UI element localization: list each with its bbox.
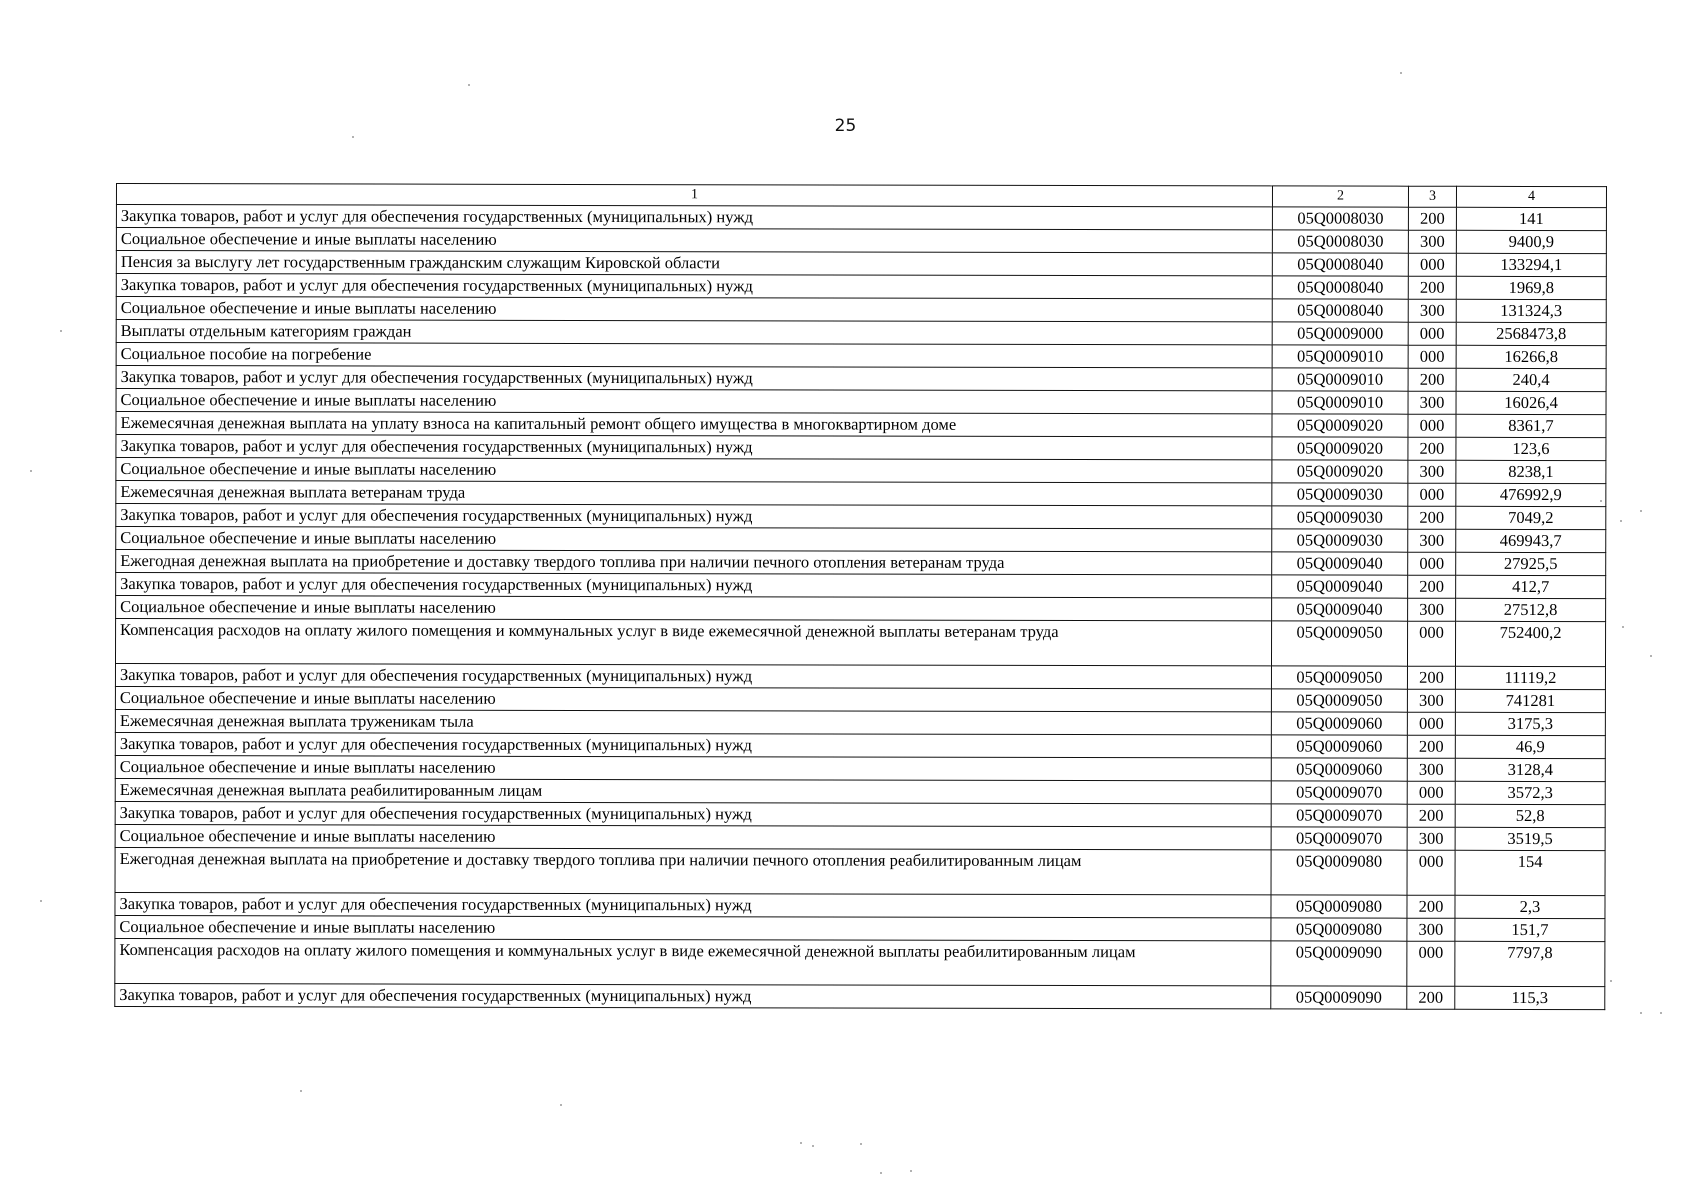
row-amount-cell: 7049,2	[1456, 506, 1606, 529]
row-name-cell: Ежемесячная денежная выплата ветеранам труда	[116, 481, 1272, 506]
row-name-cell: Закупка товаров, работ и услуг для обеспечения государственных (муниципальных) нужд	[115, 892, 1271, 917]
table-row	[115, 801, 1605, 827]
row-name-cell: Ежемесячная денежная выплата на уплату взноса на капитальный ремонт общего имущества в многоквартирном доме	[116, 412, 1272, 437]
budget-table-container	[116, 183, 1607, 1007]
header-cell-name: 1	[116, 184, 1272, 207]
row-name-cell: Социальное обеспечение и иные выплаты населению	[116, 596, 1272, 621]
row-amount-cell: 9400,9	[1456, 230, 1606, 253]
table-row	[115, 915, 1605, 941]
row-name-cell: Закупка товаров, работ и услуг для обеспечения государственных (муниципальных) нужд	[115, 664, 1271, 689]
table-row	[116, 458, 1606, 484]
row-code-cell: 05Q0009090	[1271, 941, 1407, 986]
table-row	[116, 205, 1606, 231]
row-amount-cell: 752400,2	[1455, 621, 1605, 666]
row-code-cell: 05Q0008040	[1272, 253, 1408, 276]
row-name-cell: Социальное обеспечение и иные выплаты населению	[116, 228, 1272, 253]
row-name-cell: Компенсация расходов на оплату жилого помещения и коммунальных услуг в виде ежемесячной денежной выплаты реабилитированным лицам	[115, 938, 1271, 985]
scan-speck	[30, 470, 32, 472]
row-type-cell: 300	[1408, 230, 1456, 253]
table-row	[115, 755, 1605, 781]
row-amount-cell: 3128,4	[1455, 758, 1605, 781]
row-code-cell: 05Q0009040	[1272, 598, 1408, 621]
row-amount-cell: 11119,2	[1455, 666, 1605, 689]
row-name-cell: Закупка товаров, работ и услуг для обеспечения государственных (муниципальных) нужд	[116, 366, 1272, 391]
row-amount-cell: 469943,7	[1456, 529, 1606, 552]
row-amount-cell: 2568473,8	[1456, 322, 1606, 345]
table-row	[115, 686, 1605, 712]
row-type-cell: 300	[1408, 598, 1456, 621]
row-name-cell: Ежемесячная денежная выплата труженикам тыла	[115, 709, 1271, 734]
scan-speck	[1650, 655, 1652, 657]
row-amount-cell: 115,3	[1455, 986, 1605, 1009]
scan-speck	[1620, 520, 1622, 522]
row-code-cell: 05Q0009020	[1272, 460, 1408, 483]
row-amount-cell: 131324,3	[1456, 299, 1606, 322]
table-row	[115, 983, 1605, 1009]
table-row	[115, 664, 1605, 690]
budget-table	[114, 183, 1607, 1010]
row-type-cell: 200	[1408, 368, 1456, 391]
table-row	[115, 824, 1605, 850]
row-type-cell: 000	[1407, 781, 1455, 804]
row-amount-cell: 154	[1455, 850, 1605, 895]
table-row	[116, 527, 1606, 553]
row-type-cell: 000	[1408, 253, 1456, 276]
row-amount-cell: 27925,5	[1456, 552, 1606, 575]
row-code-cell: 05Q0008030	[1272, 230, 1408, 253]
row-type-cell: 200	[1408, 276, 1456, 299]
scan-speck	[60, 330, 62, 332]
row-name-cell: Закупка товаров, работ и услуг для обеспечения государственных (муниципальных) нужд	[116, 435, 1272, 460]
row-code-cell: 05Q0008040	[1272, 276, 1408, 299]
row-name-cell: Социальное обеспечение и иные выплаты населению	[115, 915, 1271, 940]
row-type-cell: 200	[1408, 207, 1456, 230]
row-type-cell: 200	[1407, 735, 1455, 758]
row-name-cell: Закупка товаров, работ и услуг для обеспечения государственных (муниципальных) нужд	[116, 274, 1272, 299]
row-type-cell: 200	[1407, 666, 1455, 689]
header-cell-code: 2	[1272, 186, 1408, 207]
row-amount-cell: 27512,8	[1456, 598, 1606, 621]
row-amount-cell: 123,6	[1456, 437, 1606, 460]
table-row	[116, 435, 1606, 461]
row-amount-cell: 3519,5	[1455, 827, 1605, 850]
row-name-cell: Компенсация расходов на оплату жилого помещения и коммунальных услуг в виде ежемесячной денежной выплаты ветеранам труда	[115, 619, 1271, 666]
table-row	[116, 596, 1606, 622]
table-row	[116, 251, 1606, 277]
row-type-cell: 300	[1408, 460, 1456, 483]
header-cell-type: 3	[1408, 186, 1456, 207]
scan-speck	[1610, 980, 1612, 982]
row-type-cell: 300	[1407, 918, 1455, 941]
row-name-cell: Ежегодная денежная выплата на приобретение и доставку твердого топлива при наличии печного отопления ветеранам труда	[116, 550, 1272, 575]
scan-speck	[800, 1142, 802, 1144]
scan-speck	[880, 1172, 882, 1174]
row-type-cell: 000	[1408, 322, 1456, 345]
table-row	[115, 709, 1605, 735]
table-row	[116, 389, 1606, 415]
row-name-cell: Социальное обеспечение и иные выплаты населению	[116, 458, 1272, 483]
row-amount-cell: 476992,9	[1456, 483, 1606, 506]
row-code-cell: 05Q0009020	[1272, 437, 1408, 460]
table-row	[115, 619, 1605, 667]
row-amount-cell: 1969,8	[1456, 276, 1606, 299]
row-code-cell: 05Q0009060	[1271, 735, 1407, 758]
row-amount-cell: 46,9	[1455, 735, 1605, 758]
row-type-cell: 200	[1408, 506, 1456, 529]
table-body	[115, 184, 1607, 1010]
scan-speck	[910, 1170, 912, 1172]
scan-speck	[1660, 1012, 1662, 1014]
row-type-cell: 200	[1407, 895, 1455, 918]
row-type-cell: 200	[1407, 804, 1455, 827]
row-name-cell: Закупка товаров, работ и услуг для обеспечения государственных (муниципальных) нужд	[115, 983, 1271, 1008]
table-row	[116, 343, 1606, 369]
row-amount-cell: 2,3	[1455, 895, 1605, 918]
row-code-cell: 05Q0009090	[1271, 986, 1407, 1009]
row-code-cell: 05Q0009060	[1271, 712, 1407, 735]
scan-speck	[1622, 626, 1624, 628]
row-name-cell: Социальное обеспечение и иные выплаты населению	[116, 389, 1272, 414]
row-code-cell: 05Q0009010	[1272, 391, 1408, 414]
row-amount-cell: 16266,8	[1456, 345, 1606, 368]
table-row	[115, 847, 1605, 895]
row-name-cell: Закупка товаров, работ и услуг для обеспечения государственных (муниципальных) нужд	[115, 801, 1271, 826]
row-type-cell: 000	[1407, 712, 1455, 735]
table-row	[116, 412, 1606, 438]
table-row	[116, 573, 1606, 599]
row-amount-cell: 8361,7	[1456, 414, 1606, 437]
scan-speck	[1640, 1012, 1642, 1014]
row-name-cell: Социальное обеспечение и иные выплаты населению	[115, 824, 1271, 849]
table-row	[116, 320, 1606, 346]
row-name-cell: Ежемесячная денежная выплата реабилитированным лицам	[115, 778, 1271, 803]
row-type-cell: 000	[1408, 552, 1456, 575]
table-row	[116, 366, 1606, 392]
row-amount-cell: 52,8	[1455, 804, 1605, 827]
row-amount-cell: 151,7	[1455, 918, 1605, 941]
row-code-cell: 05Q0009000	[1272, 322, 1408, 345]
row-amount-cell: 8238,1	[1456, 460, 1606, 483]
table-row	[116, 274, 1606, 300]
scan-speck	[40, 900, 42, 902]
row-amount-cell: 16026,4	[1456, 391, 1606, 414]
header-cell-amount: 4	[1456, 186, 1606, 207]
row-code-cell: 05Q0009070	[1271, 804, 1407, 827]
row-name-cell: Социальное обеспечение и иные выплаты населению	[115, 686, 1271, 711]
row-code-cell: 05Q0009050	[1271, 689, 1407, 712]
row-code-cell: 05Q0009080	[1271, 895, 1407, 918]
row-code-cell: 05Q0009010	[1272, 368, 1408, 391]
row-code-cell: 05Q0009050	[1271, 666, 1407, 689]
scan-speck	[1640, 510, 1642, 512]
row-type-cell: 000	[1407, 621, 1455, 666]
table-row	[116, 297, 1606, 323]
row-amount-cell: 240,4	[1456, 368, 1606, 391]
row-code-cell: 05Q0009040	[1272, 575, 1408, 598]
row-code-cell: 05Q0009060	[1271, 758, 1407, 781]
table-row	[116, 228, 1606, 254]
row-type-cell: 300	[1408, 299, 1456, 322]
row-type-cell: 000	[1408, 414, 1456, 437]
row-type-cell: 000	[1407, 941, 1455, 986]
row-code-cell: 05Q0009040	[1272, 552, 1408, 575]
row-code-cell: 05Q0009030	[1272, 506, 1408, 529]
row-type-cell: 000	[1407, 850, 1455, 895]
row-code-cell: 05Q0008040	[1272, 299, 1408, 322]
table-row	[115, 732, 1605, 758]
row-name-cell: Социальное обеспечение и иные выплаты населению	[115, 755, 1271, 780]
row-type-cell: 200	[1407, 986, 1455, 1009]
row-amount-cell: 741281	[1455, 689, 1605, 712]
row-code-cell: 05Q0009070	[1271, 827, 1407, 850]
scan-speck	[560, 1104, 562, 1106]
scan-speck	[812, 1145, 814, 1147]
row-code-cell: 05Q0009050	[1271, 621, 1407, 666]
row-name-cell: Закупка товаров, работ и услуг для обеспечения государственных (муниципальных) нужд	[115, 732, 1271, 757]
row-name-cell: Закупка товаров, работ и услуг для обеспечения государственных (муниципальных) нужд	[116, 573, 1272, 598]
row-type-cell: 000	[1408, 483, 1456, 506]
table-row	[115, 892, 1605, 918]
row-type-cell: 000	[1408, 345, 1456, 368]
table-row	[115, 778, 1605, 804]
row-amount-cell: 3572,3	[1455, 781, 1605, 804]
scan-speck	[1600, 500, 1602, 502]
row-code-cell: 05Q0009020	[1272, 414, 1408, 437]
row-code-cell: 05Q0009070	[1271, 781, 1407, 804]
row-code-cell: 05Q0008030	[1272, 207, 1408, 230]
scan-speck	[860, 1143, 862, 1145]
row-code-cell: 05Q0009030	[1272, 483, 1408, 506]
table-row	[115, 938, 1605, 986]
row-amount-cell: 3175,3	[1455, 712, 1605, 735]
table-row	[116, 481, 1606, 507]
row-type-cell: 200	[1408, 575, 1456, 598]
row-name-cell: Социальное пособие на погребение	[116, 343, 1272, 368]
row-name-cell: Выплаты отдельным категориям граждан	[116, 320, 1272, 345]
table-row	[116, 550, 1606, 576]
row-type-cell: 300	[1407, 827, 1455, 850]
scan-speck	[468, 84, 470, 86]
row-name-cell: Пенсия за выслугу лет государственным гражданским служащим Кировской области	[116, 251, 1272, 276]
scan-speck	[1400, 72, 1402, 74]
row-type-cell: 300	[1408, 529, 1456, 552]
row-name-cell: Социальное обеспечение и иные выплаты населению	[116, 297, 1272, 322]
row-code-cell: 05Q0009010	[1272, 345, 1408, 368]
row-name-cell: Ежегодная денежная выплата на приобретение и доставку твердого топлива при наличии печного отопления реабилитированным лицам	[115, 847, 1271, 894]
scan-speck	[300, 1090, 302, 1092]
row-name-cell: Социальное обеспечение и иные выплаты населению	[116, 527, 1272, 552]
row-type-cell: 300	[1407, 758, 1455, 781]
row-amount-cell: 141	[1456, 207, 1606, 230]
table-row	[116, 504, 1606, 530]
row-type-cell: 200	[1408, 437, 1456, 460]
row-code-cell: 05Q0009080	[1271, 918, 1407, 941]
row-name-cell: Закупка товаров, работ и услуг для обеспечения государственных (муниципальных) нужд	[116, 504, 1272, 529]
row-type-cell: 300	[1408, 391, 1456, 414]
row-amount-cell: 7797,8	[1455, 941, 1605, 986]
row-code-cell: 05Q0009030	[1272, 529, 1408, 552]
row-amount-cell: 133294,1	[1456, 253, 1606, 276]
row-amount-cell: 412,7	[1456, 575, 1606, 598]
row-type-cell: 300	[1407, 689, 1455, 712]
page-number: 25	[834, 116, 857, 136]
scan-speck	[352, 136, 354, 138]
row-code-cell: 05Q0009080	[1271, 850, 1407, 895]
row-name-cell: Закупка товаров, работ и услуг для обеспечения государственных (муниципальных) нужд	[116, 205, 1272, 230]
